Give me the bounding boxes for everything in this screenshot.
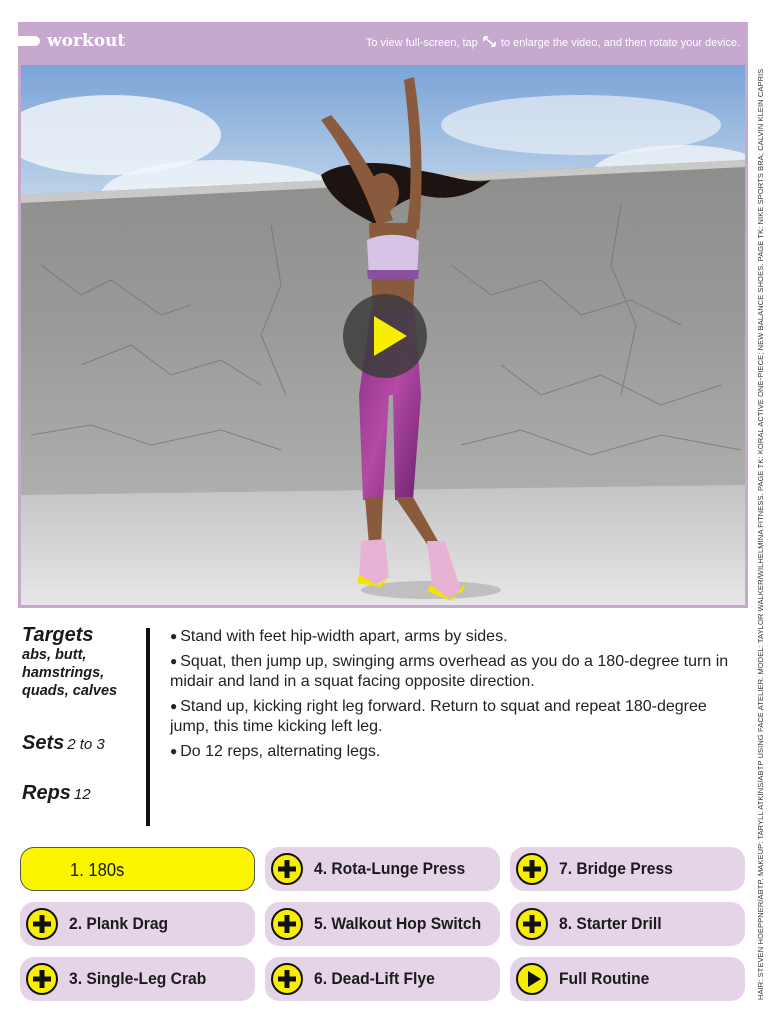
sets-stat — [22, 732, 105, 755]
play-button[interactable] — [343, 294, 427, 378]
exercise-label: 6. Dead-Lift Flye — [314, 969, 435, 988]
reps-value: 12 — [73, 786, 91, 803]
bullet-icon: ● — [170, 629, 178, 643]
plus-icon — [26, 908, 58, 940]
play-icon — [516, 963, 548, 995]
exercise-button-starter-drill[interactable] — [510, 902, 745, 946]
exercise-label: 4. Rota-Lunge Press — [314, 859, 466, 878]
reps-label: Reps — [22, 782, 71, 804]
hint-text-after: to enlarge the video, and then rotate your device. — [500, 37, 740, 49]
plus-icon — [516, 853, 548, 885]
section-title: workout — [47, 31, 126, 51]
exercise-label: 5. Walkout Hop Switch — [314, 914, 482, 933]
step-text: Squat, then jump up, swinging arms overhead as you do a 180-degree turn in midair and land in a squat facing opposite direction. — [170, 653, 729, 690]
sets-label: Sets — [22, 732, 65, 754]
plus-icon — [516, 908, 548, 940]
targets-text: abs, butt, hamstrings, quads, calves — [22, 647, 118, 699]
bullet-icon: ● — [170, 699, 178, 713]
exercise-button-single-leg-crab[interactable] — [20, 957, 255, 1001]
instructions-list — [170, 626, 740, 766]
section-marker — [18, 36, 40, 46]
step-item — [170, 741, 740, 762]
photo-credit: HAIR: STEVEN HOEPPNER/ABTP. MAKEUP: TARYLL ATKINS/ABTP USING FACE ATELIER. MODEL: TAYLOR WALKER/WILHELMINA FITNESS. PAGE TK: KORAL ACTIVE ONE-PIECE; NEW BALANCE SHOES. PAGE TK: NIKE SPORTS BRA; CALVIN KLEIN CAPRIS — [756, 68, 765, 1000]
exercise-button-plank-drag[interactable] — [20, 902, 255, 946]
header-bar — [18, 22, 748, 62]
exercise-button-180s[interactable] — [20, 847, 255, 891]
step-item — [170, 696, 740, 737]
step-text: Stand with feet hip-width apart, arms by sides. — [180, 628, 508, 645]
step-text: Stand up, kicking right leg forward. Return to squat and repeat 180-degree jump, this time kicking left leg. — [170, 698, 707, 735]
exercise-button-bridge-press[interactable] — [510, 847, 745, 891]
plus-icon — [271, 853, 303, 885]
exercise-label: 1. 180s — [70, 860, 125, 880]
sets-value: 2 to 3 — [67, 736, 105, 753]
step-item — [170, 626, 740, 647]
exercise-label: 3. Single-Leg Crab — [69, 969, 207, 988]
hint-text-before: To view full-screen, tap — [365, 37, 478, 49]
bullet-icon: ● — [170, 744, 178, 758]
exercise-label: Full Routine — [559, 969, 650, 988]
fullscreen-hint — [366, 36, 740, 49]
plus-icon — [271, 963, 303, 995]
divider — [146, 628, 150, 826]
exercise-label: 7. Bridge Press — [559, 859, 673, 878]
reps-stat — [22, 782, 91, 805]
plus-icon — [271, 908, 303, 940]
exercise-button-dead-lift-flye[interactable] — [265, 957, 500, 1001]
expand-icon — [483, 36, 496, 47]
step-text: Do 12 reps, alternating legs. — [180, 743, 381, 760]
video-player[interactable] — [18, 62, 748, 608]
workout-stats — [22, 624, 152, 804]
exercise-label: 8. Starter Drill — [559, 914, 662, 933]
play-icon — [343, 294, 427, 378]
bullet-icon: ● — [170, 654, 178, 668]
step-item — [170, 651, 740, 692]
full-routine-button[interactable] — [510, 957, 745, 1001]
exercise-button-rota-lunge-press[interactable] — [265, 847, 500, 891]
exercise-button-walkout-hop-switch[interactable] — [265, 902, 500, 946]
targets-label: Targets — [22, 624, 94, 646]
exercise-label: 2. Plank Drag — [69, 914, 169, 933]
plus-icon — [26, 963, 58, 995]
